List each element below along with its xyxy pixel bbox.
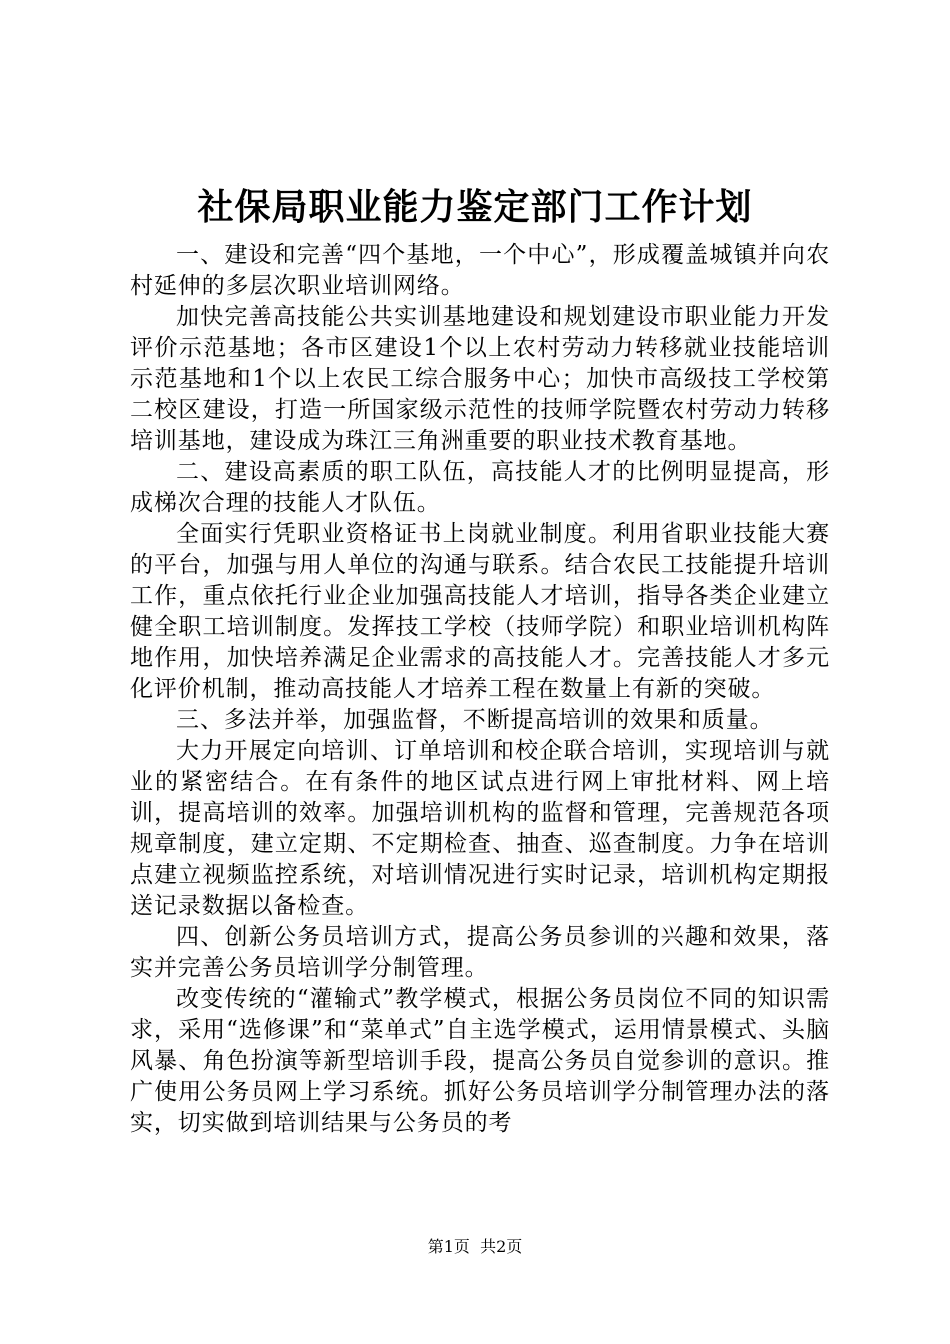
section-heading-2: 二、建设高素质的职工队伍，高技能人才的比例明显提高，形成梯次合理的技能人才队伍。 <box>130 459 830 516</box>
page-footer <box>0 1236 950 1258</box>
page-total: 共2页 <box>480 1237 523 1256</box>
page-number: 第1页 <box>427 1237 470 1256</box>
section-heading-1: 一、建设和完善“四个基地，一个中心”，形成覆盖城镇并向农村延伸的多层次职业培训网络。 <box>130 242 830 299</box>
document-title: 社保局职业能力鉴定部门工作计划 <box>197 187 753 228</box>
body-paragraph: 大力开展定向培训、订单培训和校企联合培训，实现培训与就业的紧密结合。在有条件的地区试点进行网上审批材料、网上培训，提高培训的效率。加强培训机构的监督和管理，完善规范各项规章制度，建立定期、不定期检查、抽查、巡查制度。力争在培训点建立视频监控系统，对培训情况进行实时记录，培训机构定期报送记录数据以备检查。 <box>130 738 830 919</box>
section-heading-3: 三、多法并举，加强监督，不断提高培训的效果和质量。 <box>176 707 774 733</box>
section-heading-4: 四、创新公务员培训方式，提高公务员参训的兴趣和效果，落实并完善公务员培训学分制管理。 <box>130 924 830 981</box>
body-paragraph: 全面实行凭职业资格证书上岗就业制度。利用省职业技能大赛的平台，加强与用人单位的沟通与联系。结合农民工技能提升培训工作，重点依托行业企业加强高技能人才培训，指导各类企业建立健全职工培训制度。发挥技工学校（技师学院）和职业培训机构阵地作用，加快培养满足企业需求的高技能人才。完善技能人才多元化评价机制，推动高技能人才培养工程在数量上有新的突破。 <box>130 521 830 702</box>
document-body <box>130 240 830 1139</box>
body-paragraph: 加快完善高技能公共实训基地建设和规划建设市职业能力开发评价示范基地；各市区建设1个以上农村劳动力转移就业技能培训示范基地和1个以上农民工综合服务中心；加快市高级技工学校第二校区建设，打造一所国家级示范性的技师学院暨农村劳动力转移培训基地，建设成为珠江三角洲重要的职业技术教育基地。 <box>130 304 830 454</box>
body-paragraph: 改变传统的“灌输式”教学模式，根据公务员岗位不同的知识需求，采用“选修课”和“菜单式”自主选学模式，运用情景模式、头脑风暴、角色扮演等新型培训手段，提高公务员自觉参训的意识。推广使用公务员网上学习系统。抓好公务员培训学分制管理办法的落实，切实做到培训结果与公务员的考 <box>130 986 830 1136</box>
